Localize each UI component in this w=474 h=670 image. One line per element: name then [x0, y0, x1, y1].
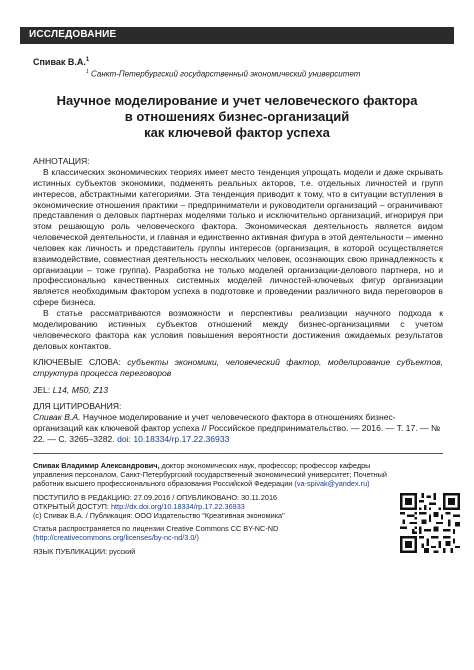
article-title — [33, 93, 441, 141]
section-banner — [20, 27, 454, 44]
jel-label: JEL: — [33, 385, 51, 395]
received-published: ПОСТУПИЛО В РЕДАКЦИЮ: 27.09.2016 / ОПУБЛИКОВАНО: 30.11.2016 — [33, 492, 278, 502]
citation-body — [33, 412, 443, 445]
author-fullname: Спивак Владимир Александрович, — [33, 461, 160, 470]
author-info — [33, 461, 393, 489]
author-description: доктор экономических наук, профессор; профессор кафедры управления персоналом, Санкт-Петербургский государственный экономический университет; Почетный работник высшего профессионального образования Российской Федерации — [33, 461, 387, 489]
abstract-paragraph-2: В статье рассматриваются возможности и перспективы реализации научного подхода к моделированию истинных субъектов отношений между бизнес-организациями с учетом человеческого фактора как условия повышения вероятности достижения ожидаемых результатов деловых контактов. — [33, 307, 443, 351]
abstract-body — [33, 167, 443, 351]
divider-rule — [33, 453, 443, 454]
license — [33, 524, 393, 542]
citation-text: Научное моделирование и учет человеческого фактора в отношениях бизнес-организаций как ключевой фактор успеха // Российское предпринимательство. — 2016. — Т. 17. — № 22. — С. 3265–3282. — [33, 412, 441, 444]
open-access-label: ОТКРЫТЫЙ ДОСТУП: — [33, 501, 109, 511]
title-line-2: в отношениях бизнес-организаций — [124, 109, 350, 124]
license-link[interactable]: (http://creativecommons.org/licenses/by-nc-nd/3.0/) — [33, 533, 199, 543]
keywords-label: КЛЮЧЕВЫЕ СЛОВА: — [33, 357, 121, 367]
copyright: (c) Спивак В.А. / Публикация: ООО Издательство "Креативная экономика" — [33, 511, 285, 521]
qr-code-icon — [400, 493, 460, 553]
jel-codes — [33, 385, 108, 395]
jel-values: L14, M50, Z13 — [52, 385, 109, 395]
author-line — [33, 57, 89, 67]
title-line-3: как ключевой фактор успеха — [144, 125, 330, 140]
section-label: ИССЛЕДОВАНИЕ — [29, 29, 117, 40]
keywords-text: субъекты экономики, человеческий фактор, моделирование субъектов, структура процесса переговоров — [33, 357, 444, 378]
citation-heading: ДЛЯ ЦИТИРОВАНИЯ: — [33, 401, 122, 411]
article-info — [33, 461, 393, 556]
citation-author: Спивак В.А. — [33, 412, 81, 422]
affiliation-sup: 1 — [86, 69, 89, 75]
author-email-link[interactable]: (va-spivak@yandex.ru) — [294, 479, 370, 489]
affiliation — [86, 69, 360, 79]
abstract-paragraph-1: В классических экономических теориях имеет место тенденция упрощать модели и даже скрывать истинных субъектов экономики, подменять реальных акторов, т.е. отдельных личностей и групп интересов, абстрактными категориями. Эта тенденция приводит к тому, что в ситуации вступления в экономические отношения практики – предприниматели и руководители организаций – ограничивают представления о деловых партнерах моделями только и исключительно организаций, игнорируя при этом решающую роль человеческого фактора. Экономическая деятельность является видом человеческой деятельности, и главная и единственно активная фигура в этой деятельности – именно человек как личность и представитель группы интересов (организация, в которой осуществляется взаимодействие, совместная деятельность нескольких человек, осознающих свою принадлежность к организации – тоже группа). Разработка не только моделей организации-делового партнера, но и профессионально качественных системных моделей личностей-ключевых фигур организации является необходимым фактором успеха в подготовке и проведении различного вида переговоров в сфере бизнеса. — [33, 167, 443, 308]
abstract-heading: АННОТАЦИЯ: — [33, 156, 90, 166]
author-name: Спивак В.А. — [33, 57, 86, 67]
publication-language: ЯЗЫК ПУБЛИКАЦИИ: русский — [33, 546, 136, 556]
author-sup: 1 — [85, 57, 90, 63]
keywords — [33, 357, 443, 379]
citation-doi-link[interactable]: doi: 10.18334/rp.17.22.36933 — [117, 433, 230, 444]
affiliation-text: Санкт-Петербургский государственный экономический университет — [91, 69, 361, 79]
open-access-link[interactable]: http://dx.doi.org/10.18334/rp.17.22.36933 — [110, 501, 245, 511]
open-access — [33, 502, 393, 511]
license-text: Статья распространяется по лицензии Creative Commons CC BY-NC-ND — [33, 524, 279, 534]
title-line-1: Научное моделирование и учет человеческого фактора — [56, 93, 418, 108]
